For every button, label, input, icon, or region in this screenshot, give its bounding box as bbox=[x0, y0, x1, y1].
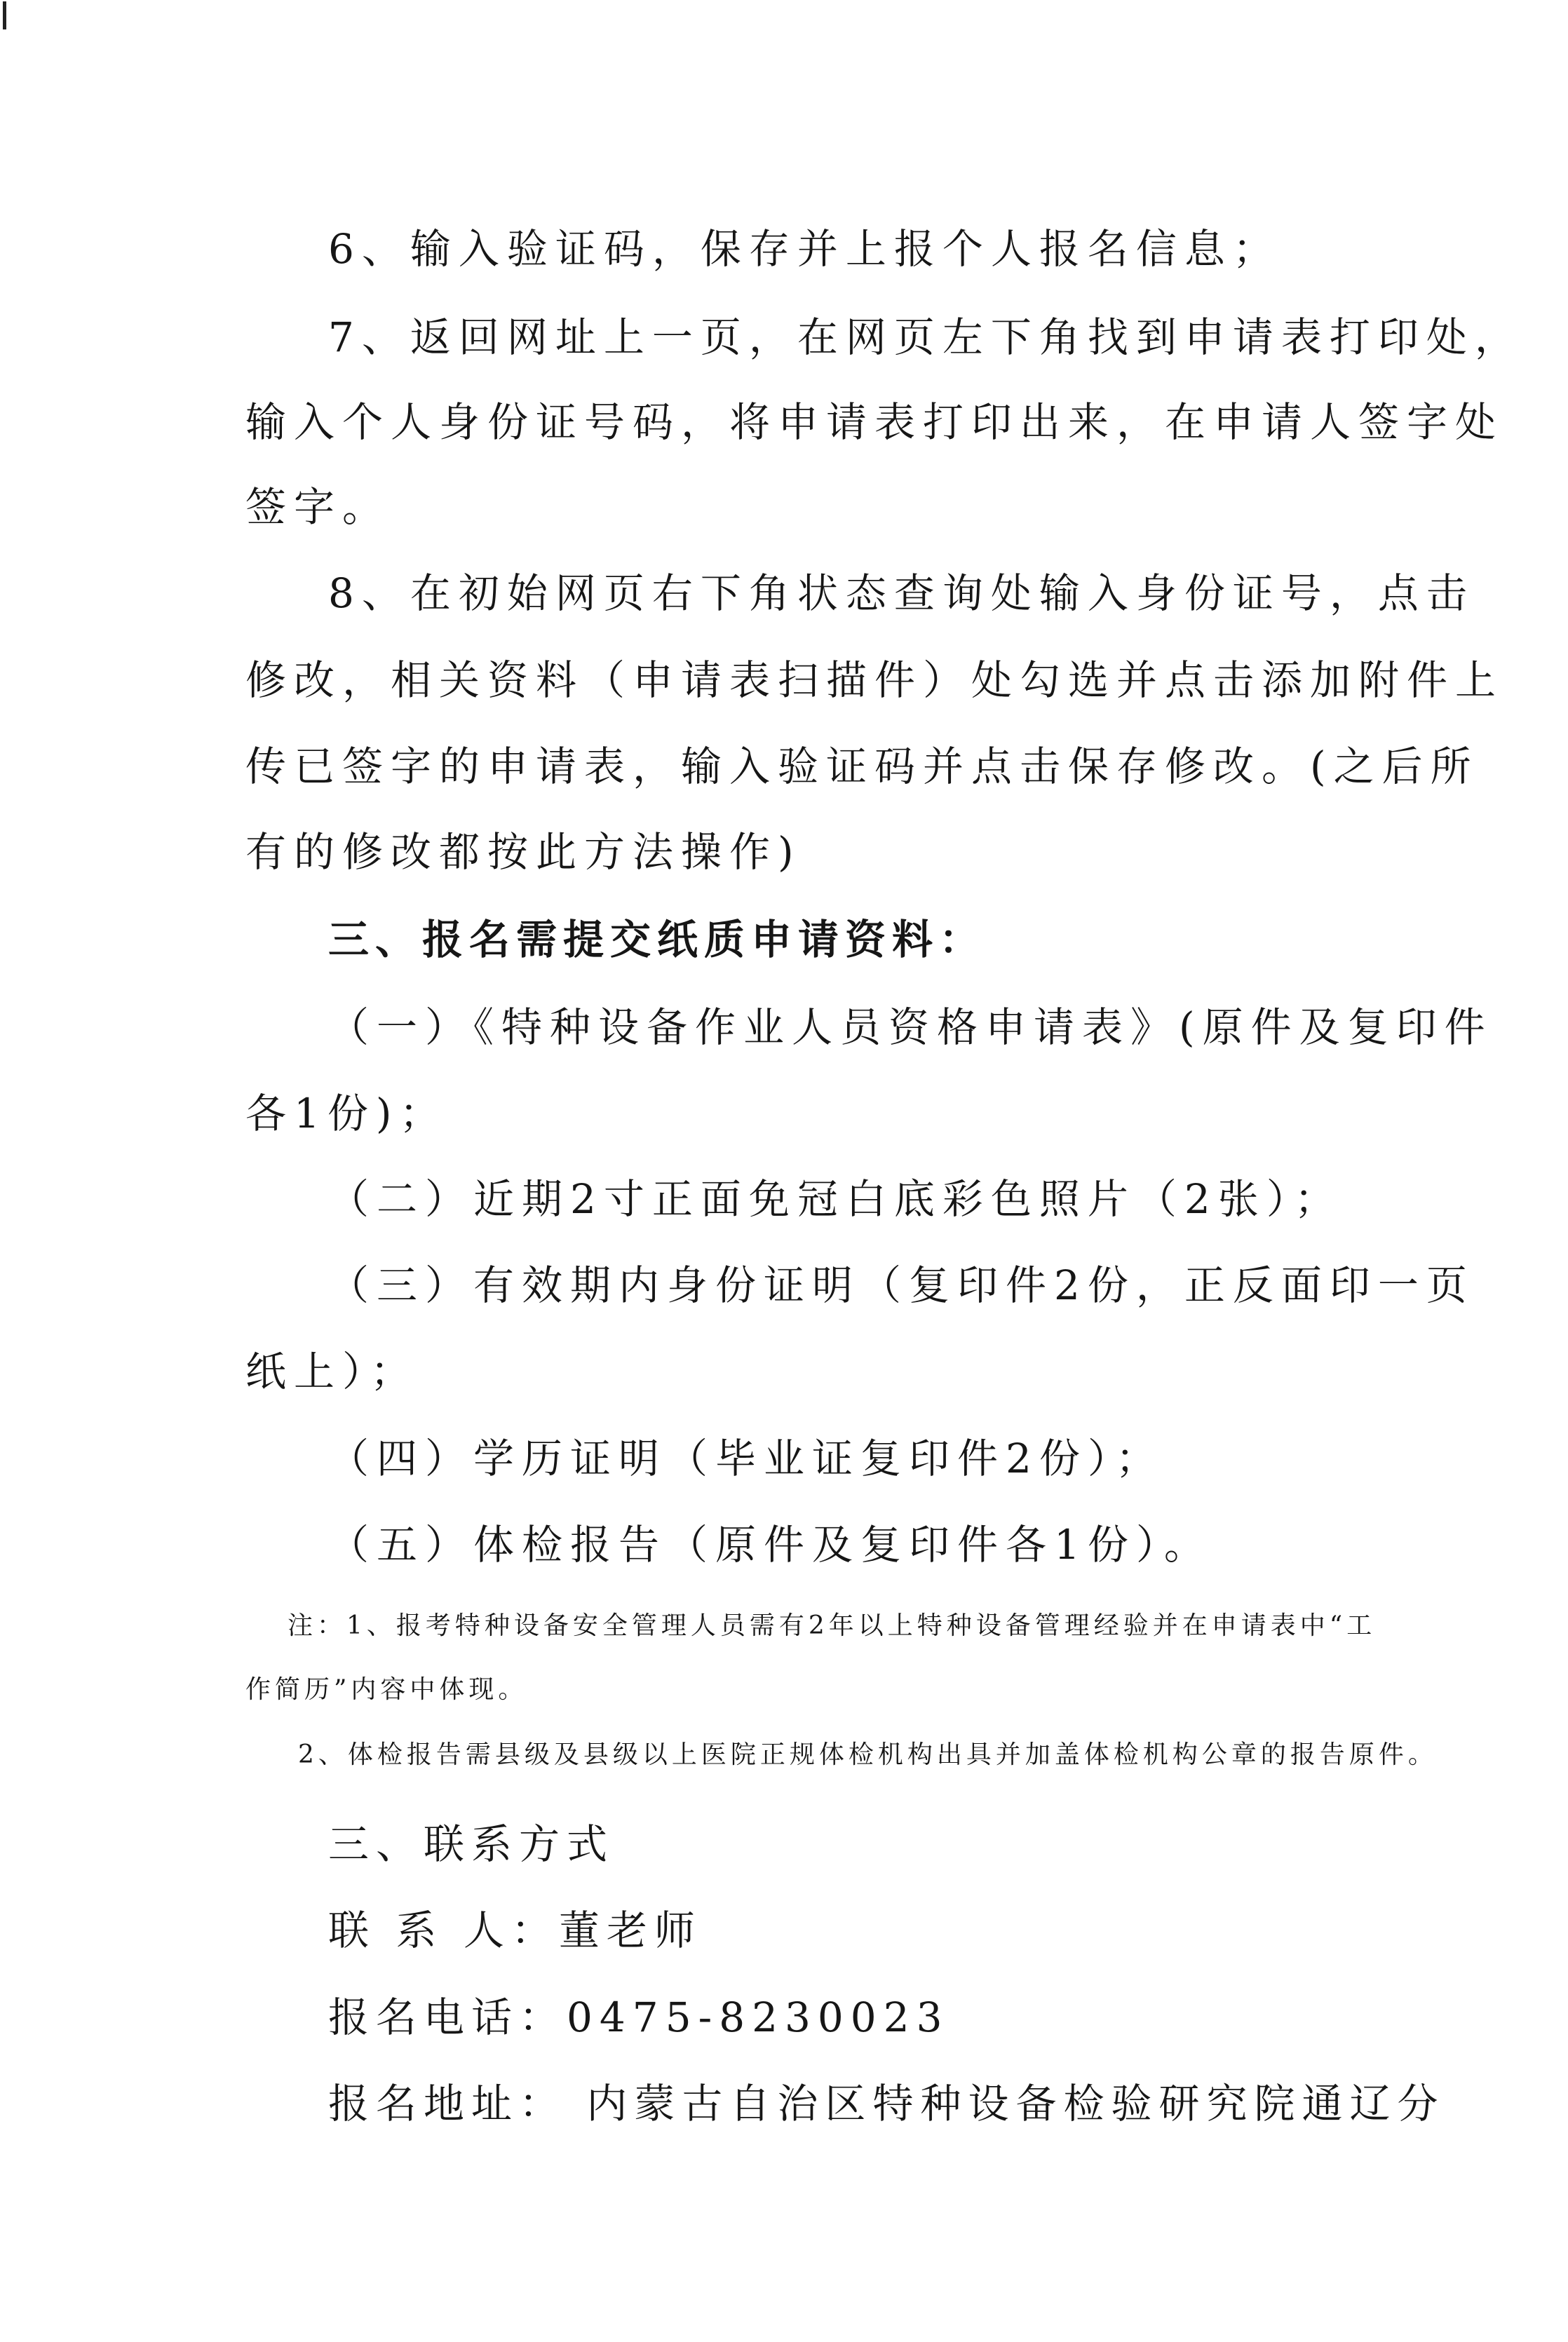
contact-address: 报名地址： 内蒙古自治区特种设备检验研究院通辽分 bbox=[328, 2080, 1445, 2127]
material-item-5: （五）体检报告（原件及复印件各1份）。 bbox=[328, 1521, 1212, 1569]
note-1-line-2: 作简历”内容中体现。 bbox=[245, 1675, 528, 1704]
note-2: 2、体检报告需县级及县级以上医院正规体检机构出具并加盖体检机构公章的报告原件。 bbox=[298, 1740, 1438, 1769]
step-8-line-1: 8、在初始网页右下角状态查询处输入身份证号，点击 bbox=[328, 569, 1475, 617]
contact-heading: 三、联系方式 bbox=[328, 1820, 615, 1868]
material-item-2: （二）近期2寸正面免冠白底彩色照片（2张）； bbox=[328, 1175, 1343, 1223]
step-6: 6、输入验证码，保存并上报个人报名信息； bbox=[328, 225, 1281, 273]
step-8-line-2: 修改，相关资料（申请表扫描件）处勾选并点击添加附件上 bbox=[245, 656, 1504, 704]
material-item-3-line-1: （三）有效期内身份证明（复印件2份，正反面印一页 bbox=[328, 1261, 1475, 1309]
step-7-line-2: 输入个人身份证号码，将申请表打印出来，在申请人签字处 bbox=[245, 398, 1504, 446]
material-item-4: （四）学历证明（毕业证复印件2份）； bbox=[328, 1435, 1164, 1482]
note-1-line-1: 注：1、报考特种设备安全管理人员需有2年以上特种设备管理经验并在申请表中“工 bbox=[288, 1611, 1377, 1640]
step-7-line-3: 签字。 bbox=[245, 483, 391, 531]
material-item-3-line-2: 纸上）； bbox=[245, 1348, 419, 1395]
material-item-1-line-1: （一）《特种设备作业人员资格申请表》(原件及复印件 bbox=[328, 1003, 1493, 1051]
step-8-line-3: 传已签字的申请表，输入验证码并点击保存修改。(之后所 bbox=[245, 743, 1479, 790]
materials-heading: 三、报名需提交纸质申请资料： bbox=[328, 916, 987, 963]
contact-person: 联 系 人：董老师 bbox=[328, 1907, 702, 1954]
step-8-line-4: 有的修改都按此方法操作) bbox=[245, 828, 802, 876]
scan-edge-mark bbox=[3, 1, 6, 29]
step-7-line-1: 7、返回网址上一页，在网页左下角找到申请表打印处， bbox=[328, 313, 1523, 361]
contact-phone: 报名电话：0475-8230023 bbox=[328, 1994, 949, 2041]
material-item-1-line-2: 各1份)； bbox=[245, 1090, 448, 1137]
